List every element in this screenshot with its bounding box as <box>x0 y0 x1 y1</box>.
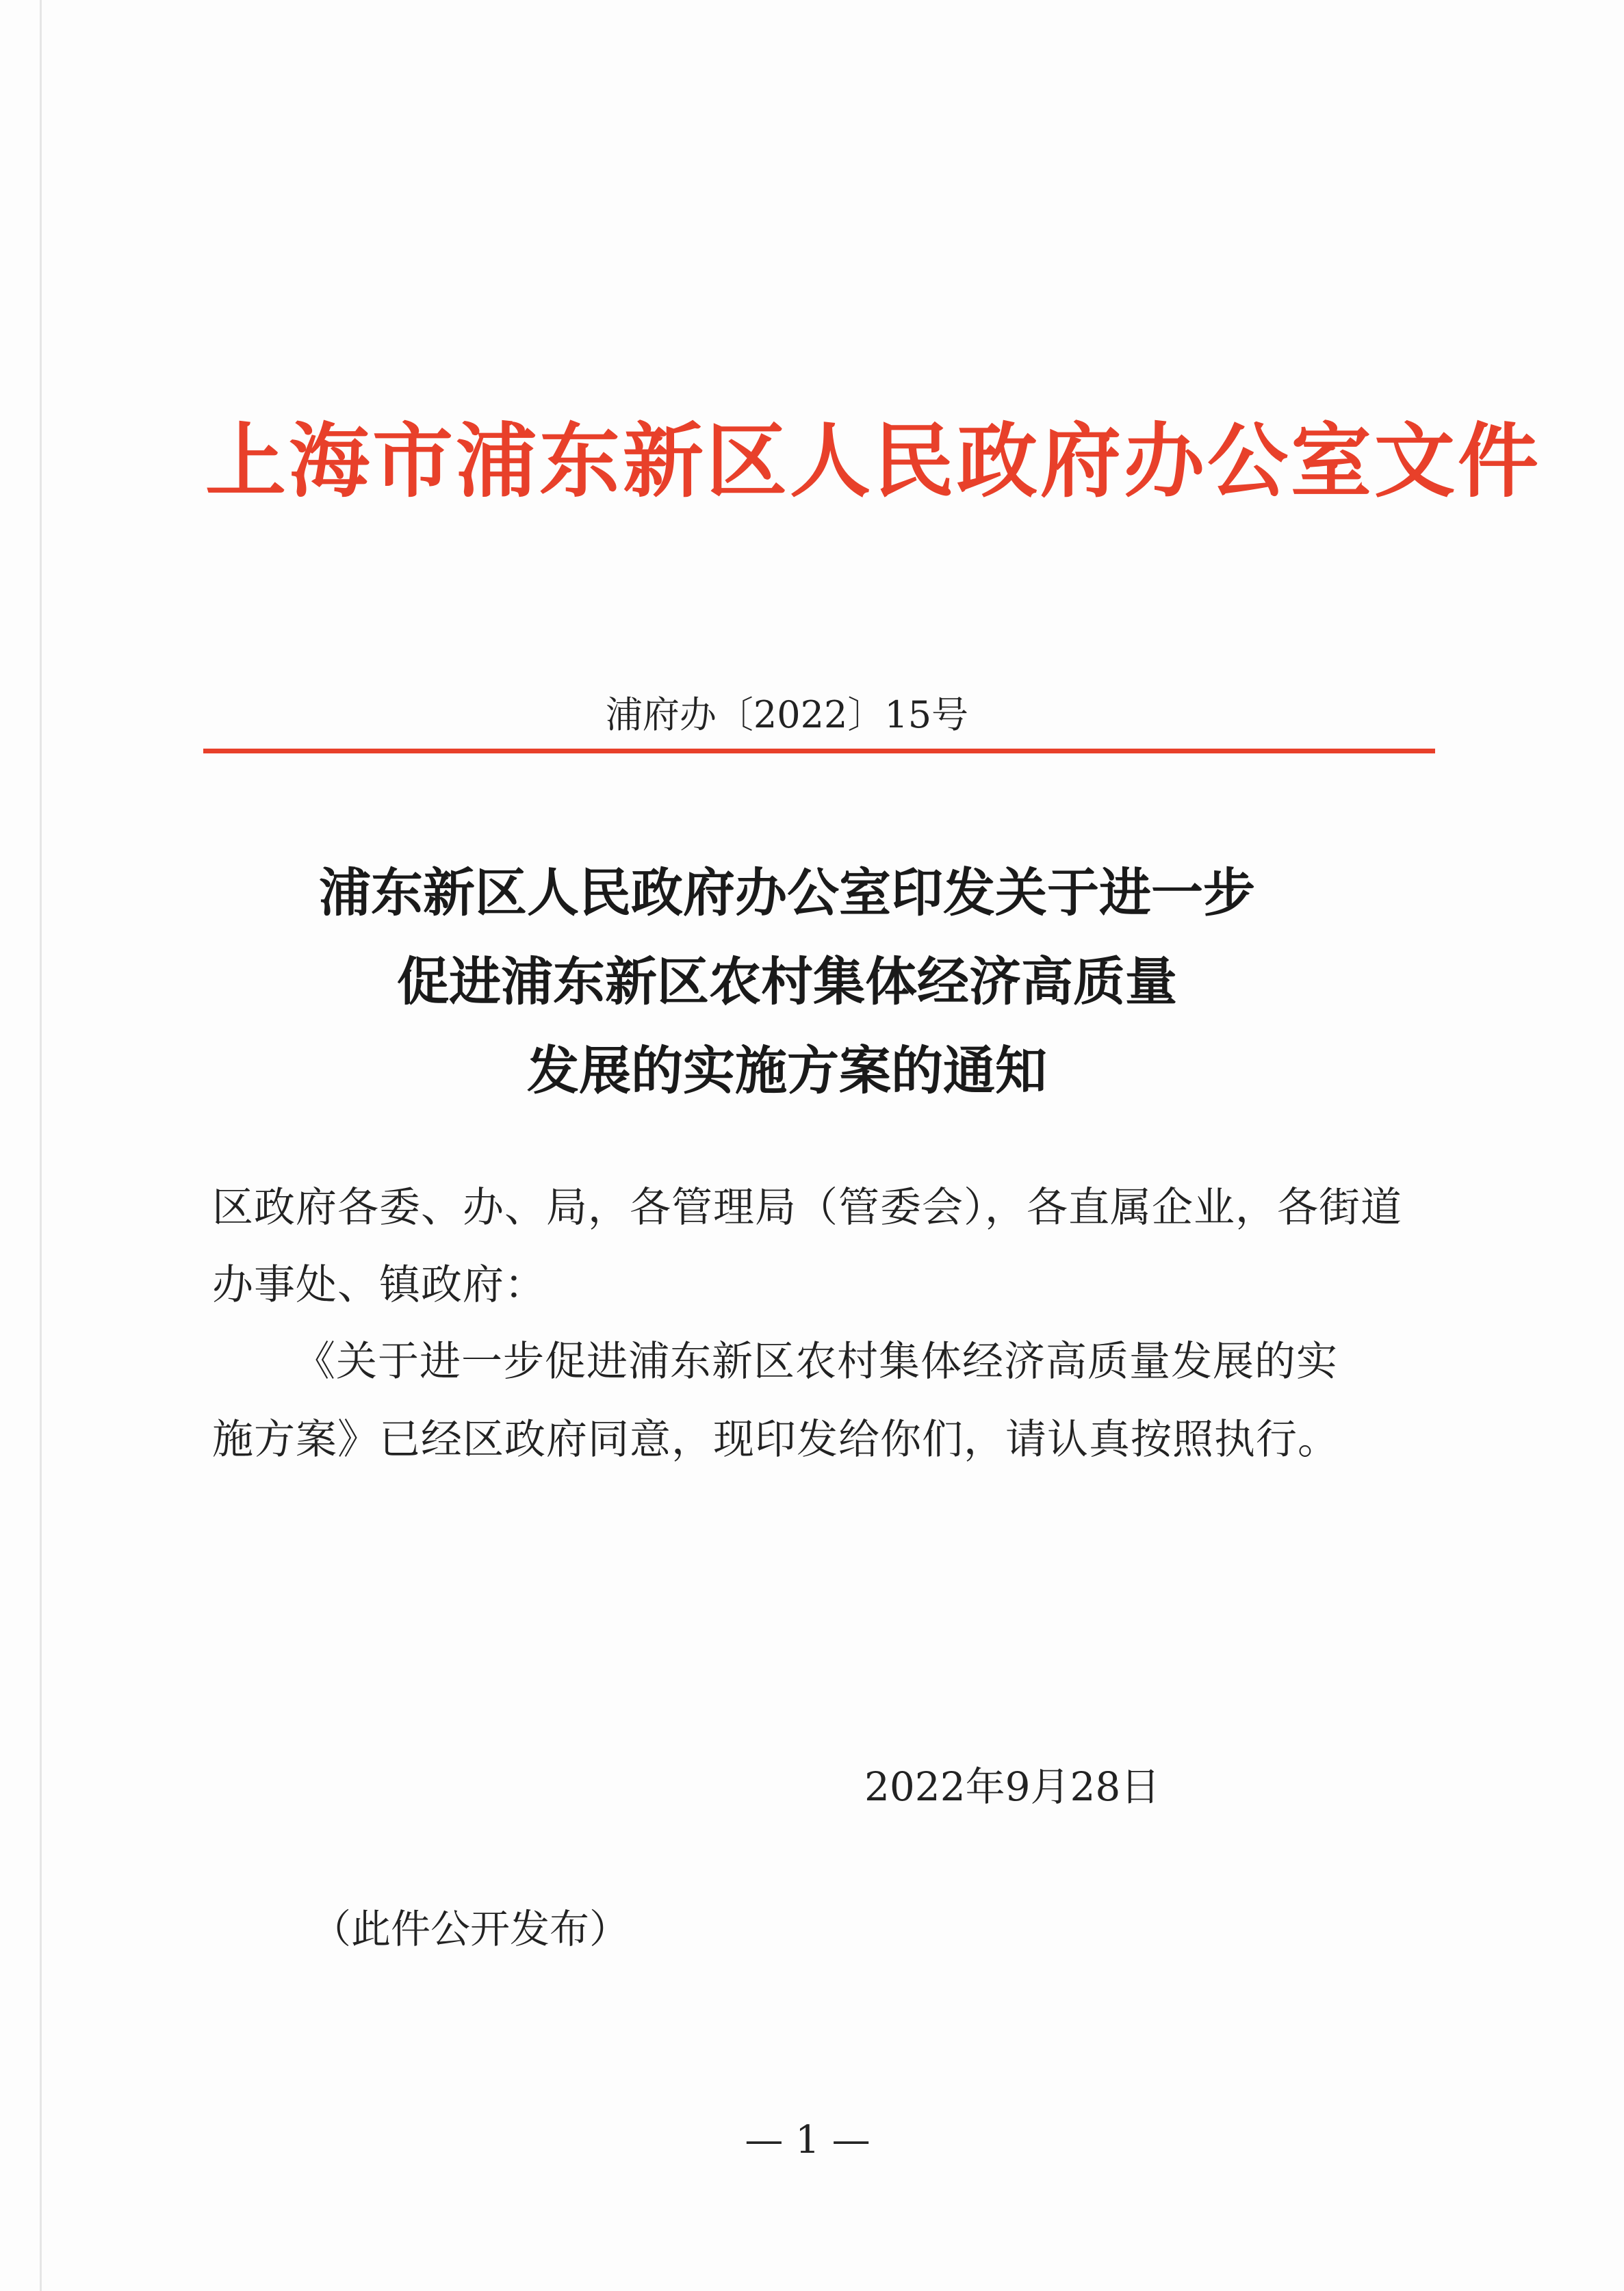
scan-edge-line <box>40 0 42 2291</box>
body-line-recipients: 区政府各委、办、局，各管理局（管委会），各直属企业，各街道 <box>212 1184 1402 1232</box>
body-line-content-cont: 施方案》已经区政府同意，现印发给你们，请认真按照执行。 <box>212 1416 1339 1464</box>
document-title <box>171 849 1403 1115</box>
page-number: — 1 — <box>745 2118 871 2162</box>
issue-date: 2022年9月28日 <box>864 1763 1161 1810</box>
issuer-masthead: 上海市浦东新区人民政府办公室文件 <box>205 414 1542 508</box>
title-line: 促进浦东新区农村集体经济高质量 <box>397 951 1177 1012</box>
publication-note: （此件公开发布） <box>311 1906 630 1952</box>
document-number: 浦府办〔2022〕15号 <box>605 693 969 736</box>
red-separator-rule <box>203 749 1435 753</box>
body-line-content: 《关于进一步促进浦东新区农村集体经济高质量发展的实 <box>294 1338 1338 1386</box>
body-line-recipients-cont: 办事处、镇政府： <box>212 1261 546 1309</box>
title-line: 发展的实施方案的通知 <box>527 1040 1047 1101</box>
title-line: 浦东新区人民政府办公室印发关于进一步 <box>319 862 1255 923</box>
